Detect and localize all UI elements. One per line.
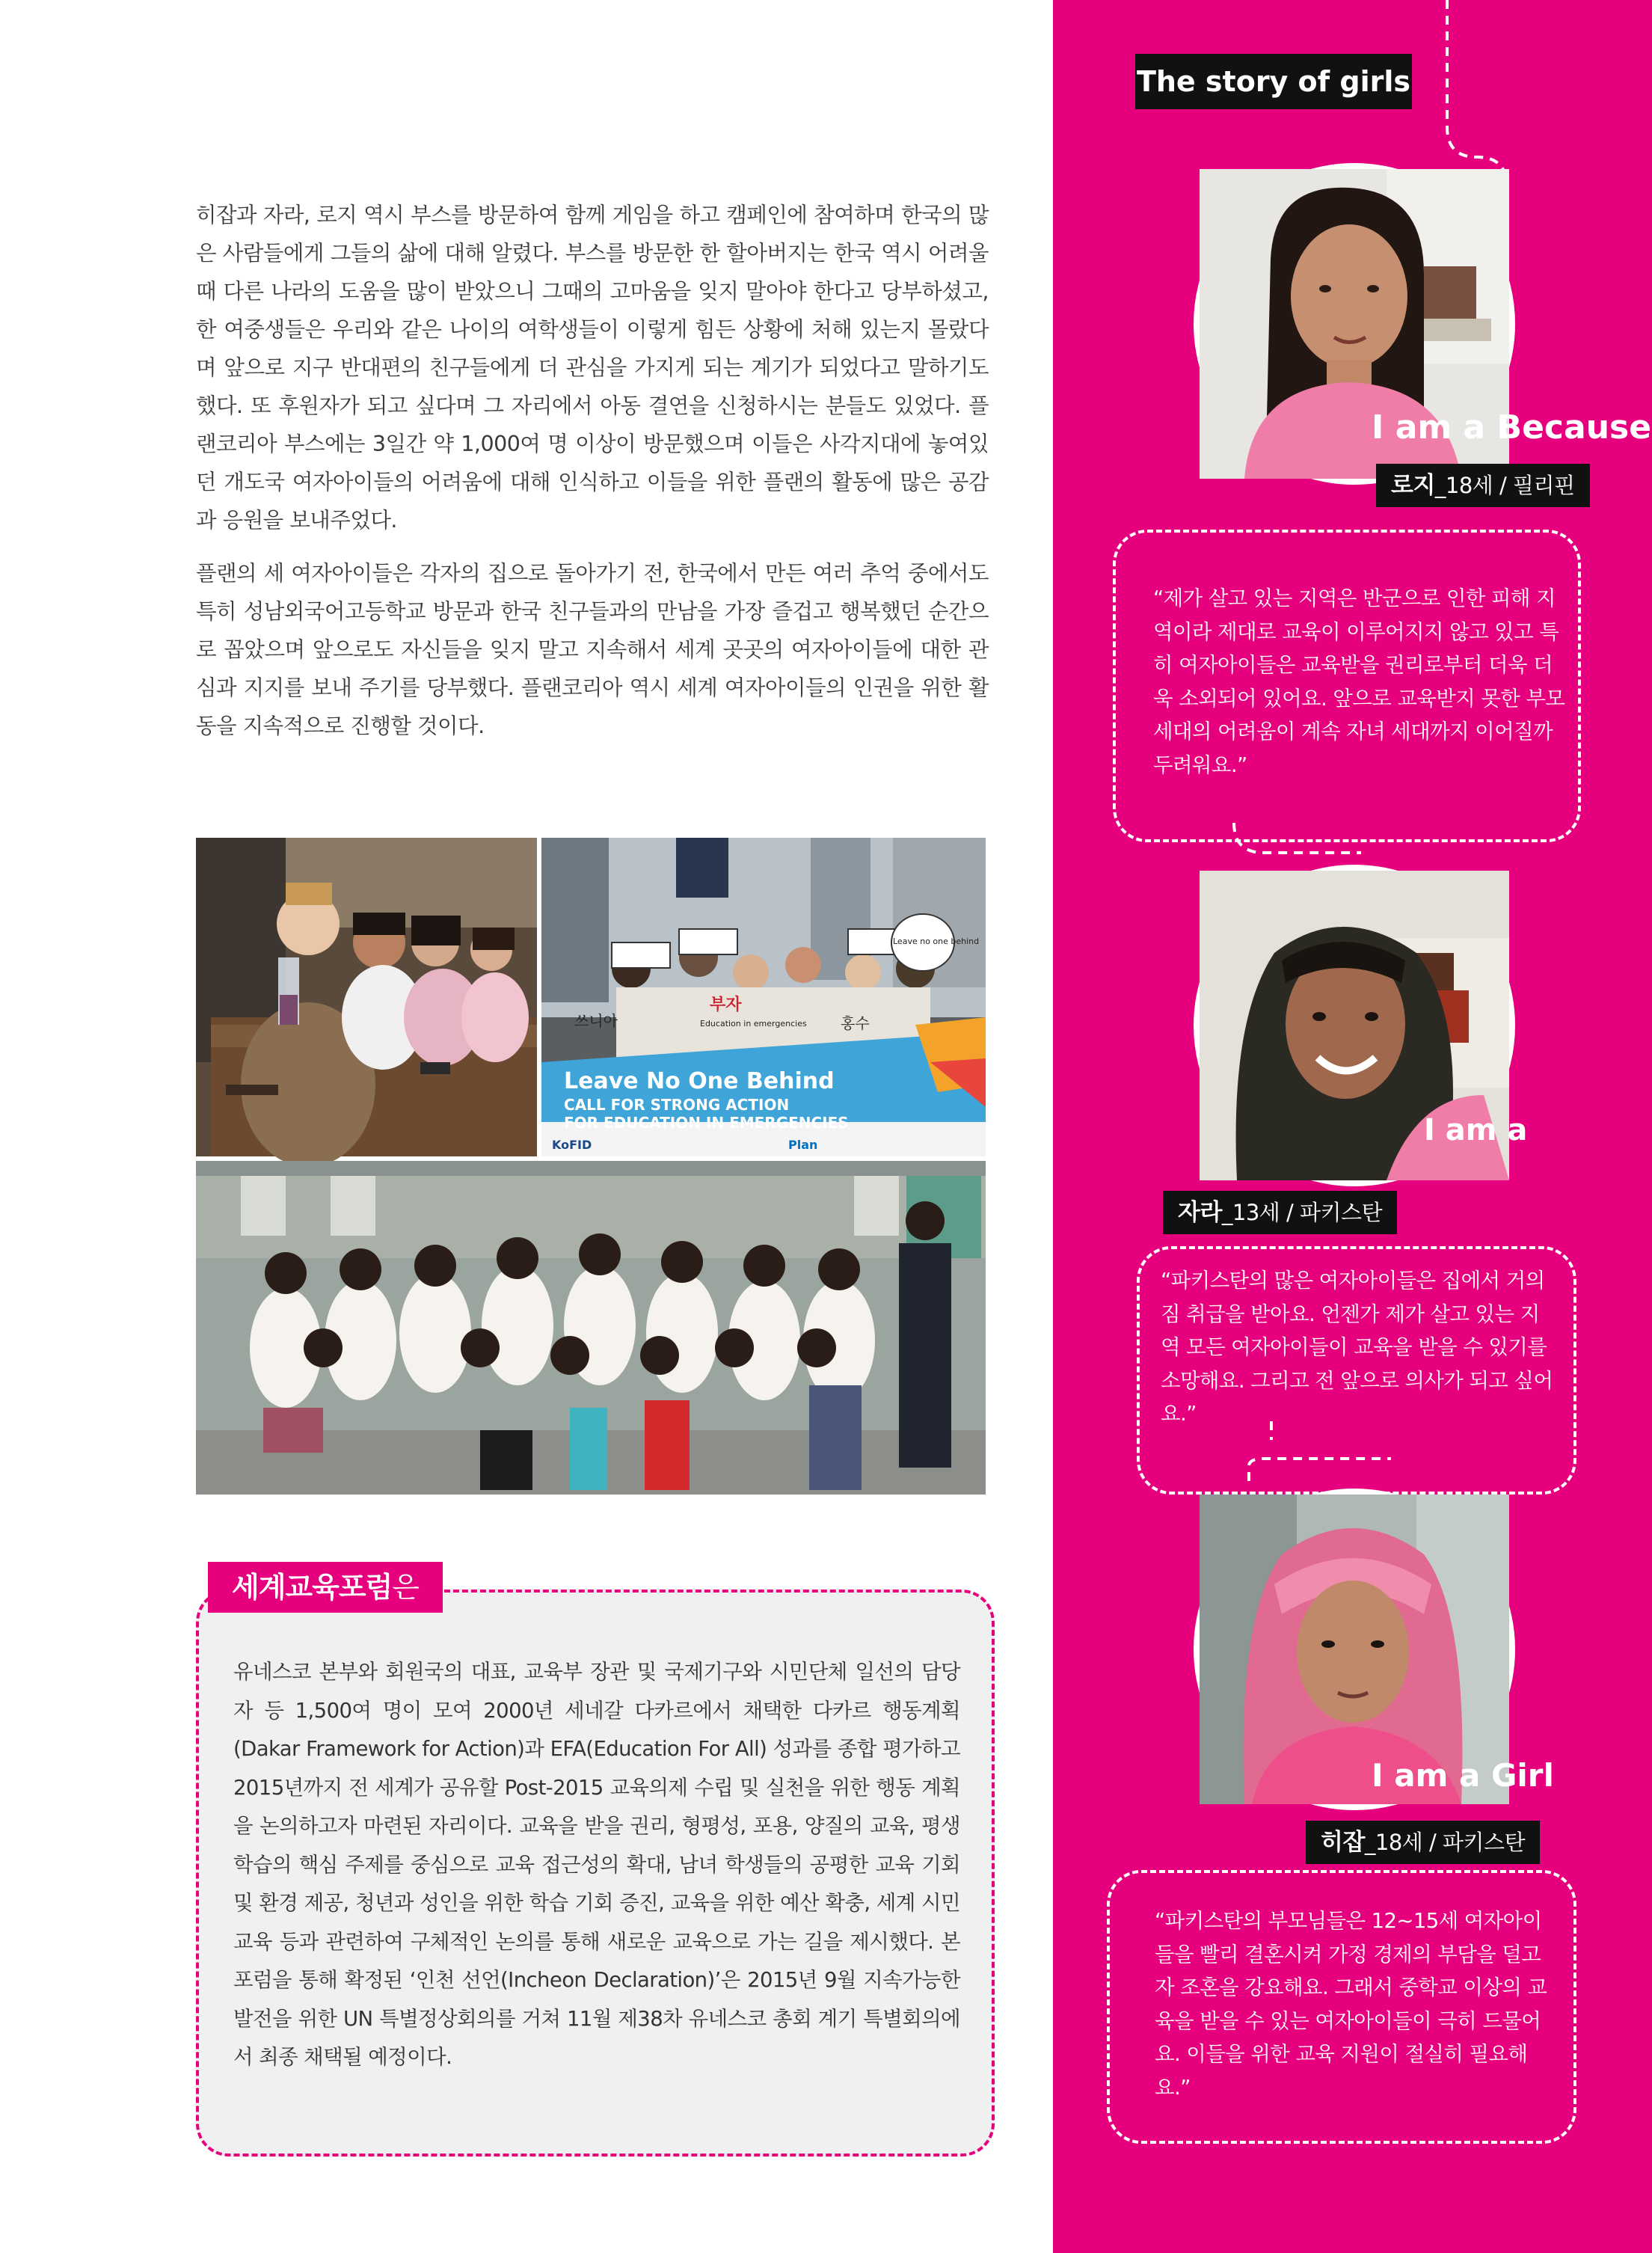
quote-zara: “파키스탄의 많은 여자아이들은 집에서 거의 짐 취급을 받아요. 언젠가 제가 살고 있는 지역 모든 여자아이들이 교육을 받을 수 있기를 소망해요. 그리고 전 앞으로 의사가 되고 싶어요.” [1161,1269,1553,1426]
hijab-shirt-text: I am a Girl [1372,1757,1554,1794]
name-tag-rosie [1376,464,1590,507]
photo-rally [541,838,986,1156]
rally-sign-left: 쓰니아 [574,1012,618,1030]
portrait-hijab [1194,1489,1554,1810]
banner-title: Leave No One Behind [564,1068,835,1094]
banner-line-2: CALL FOR STRONG ACTION [564,1096,790,1114]
detail-rosie: _18세 / 필리핀 [1434,473,1575,498]
rally-sign-center: 부자 [710,996,742,1014]
zara-shirt-text: I am a [1424,1113,1528,1147]
photo-conference [196,838,537,1156]
detail-zara: _13세 / 파키스탄 [1221,1200,1383,1225]
rosie-shirt-text: I am a Because [1372,408,1652,447]
banner-line-3: FOR EDUCATION IN EMERGENCIES [564,1114,849,1132]
article-paragraph-2: 플랜의 세 여자아이들은 각자의 집으로 돌아가기 전, 한국에서 만든 여러 추억 중에서도 특히 성남외국어고등학교 방문과 한국 친구들과의 만남을 가장 즐겁고 행복했던 순간으로 꼽았으며 앞으로도 자신들을 잊지 말고 지속해서 세계 곳곳의 여자아이들에 대한 관심과 지지를 보내 주기를 당부했다. 플랜코리아 역시 세계 여자아이들의 인권을 위한 활동을 지속적으로 진행할 것이다. [196,561,989,738]
article-paragraph-1: 히잡과 자라, 로지 역시 부스를 방문하여 함께 게임을 하고 캠페인에 참여하며 한국의 많은 사람들에게 그들의 삶에 대해 알렸다. 부스를 방문한 한 할아버지는 한국 역시 어려울 때 다른 나라의 도움을 많이 받았으니 그때의 고마움을 잊지 말아야 한다고 당부하셨고, 한 여중생들은 우리와 같은 나이의 여학생들이 이렇게 힘든 상황에 처해 있는지 몰랐다며 앞으로 지구 반대편의 친구들에게 더 관심을 가지게 되는 계기가 되었다고 말하기도 했다. 또 후원자가 되고 싶다며 그 자리에서 아동 결연을 신청하시는 분들도 있었다. 플랜코리아 부스에는 3일간 약 1,000여 명 이상이 방문했으며 이들은 사각지대에 놓여있던 개도국 여자아이들의 어려움에 대해 인식하고 이들을 위한 플랜의 활동에 많은 공감과 응원을 보내주었다. [196,203,989,533]
rally-sign-leave: Leave no one behind [893,937,980,946]
photo-students [196,1161,986,1495]
name-rosie: 로지 [1391,472,1435,499]
logo-plan: Plan [788,1138,818,1152]
forum-title-suffix: 은 [392,1571,419,1604]
name-tag-zara [1163,1191,1397,1234]
forum-title-tag [208,1562,443,1613]
name-tag-hijab [1306,1821,1540,1864]
detail-hijab: _18세 / 파키스탄 [1364,1830,1526,1855]
story-title: The story of girls [1135,54,1412,109]
portrait-rosie [1194,163,1652,485]
forum-description: 유네스코 본부와 회원국의 대표, 교육부 장관 및 국제기구와 시민단체 일선의 담당자 등 1,500여 명이 모여 2000년 세네갈 다카르에서 채택한 다카르 행동계획(Dakar Framework for Action)과 EFA(Education For All) 성과를 종합 평가하고 2015년까지 전 세계가 공유할 Post-2015 교육의제 수립 및 실천을 위한 행동 계획을 논의하고자 마련된 자리이다. 교육을 받을 권리, 형평성, 포용, 양질의 교육, 평생 학습의 핵심 주제를 중심으로 교육 접근성의 확대, 남녀 학생들의 공평한 교육 기회 및 환경 제공, 청년과 성인을 위한 학습 기회 증진, 교육을 위한 예산 확충, 세계 시민 교육 등과 관련하여 구체적인 논의를 통해 새로운 교육으로 가는 길을 제시했다. 본 포럼을 통해 확정된 ‘인천 선언(Incheon Declaration)’은 2015년 9월 지속가능한 발전을 위한 UN 특별정상회의를 거쳐 11월 제38차 유네스코 총회 계기 특별회의에서 최종 채택될 예정이다. [233,1660,960,2069]
main-article [196,196,989,760]
quote-rosie: “제가 살고 있는 지역은 반군으로 인한 피해 지역이라 제대로 교육이 이루어지지 않고 있고 특히 여자아이들은 교육받을 권리로부터 더욱 더욱 소외되어 있어요. 앞으로 교육받지 못한 부모 세대의 어려움이 계속 자녀 세대까지 이어질까 두려워요.” [1153,586,1565,777]
logo-kofid: KoFID [552,1138,592,1152]
rally-sign-right: 홍수 [841,1014,870,1032]
quote-hijab: “파키스탄의 부모님들은 12~15세 여자아이들을 빨리 결혼시켜 가정 경제의 부담을 덜고자 조혼을 강요해요. 그래서 중학교 이상의 교육을 받을 수 있는 여자아이들이 극히 드물어요. 이들을 위한 교육 지원이 절실히 필요해요.” [1155,1909,1547,2100]
name-hijab: 히잡 [1321,1829,1365,1856]
name-zara: 자라 [1178,1199,1222,1226]
portrait-zara [1194,865,1528,1186]
forum-title: 세계교육포럼 [232,1571,393,1604]
rally-sign-education: Education in emergencies [700,1019,807,1029]
